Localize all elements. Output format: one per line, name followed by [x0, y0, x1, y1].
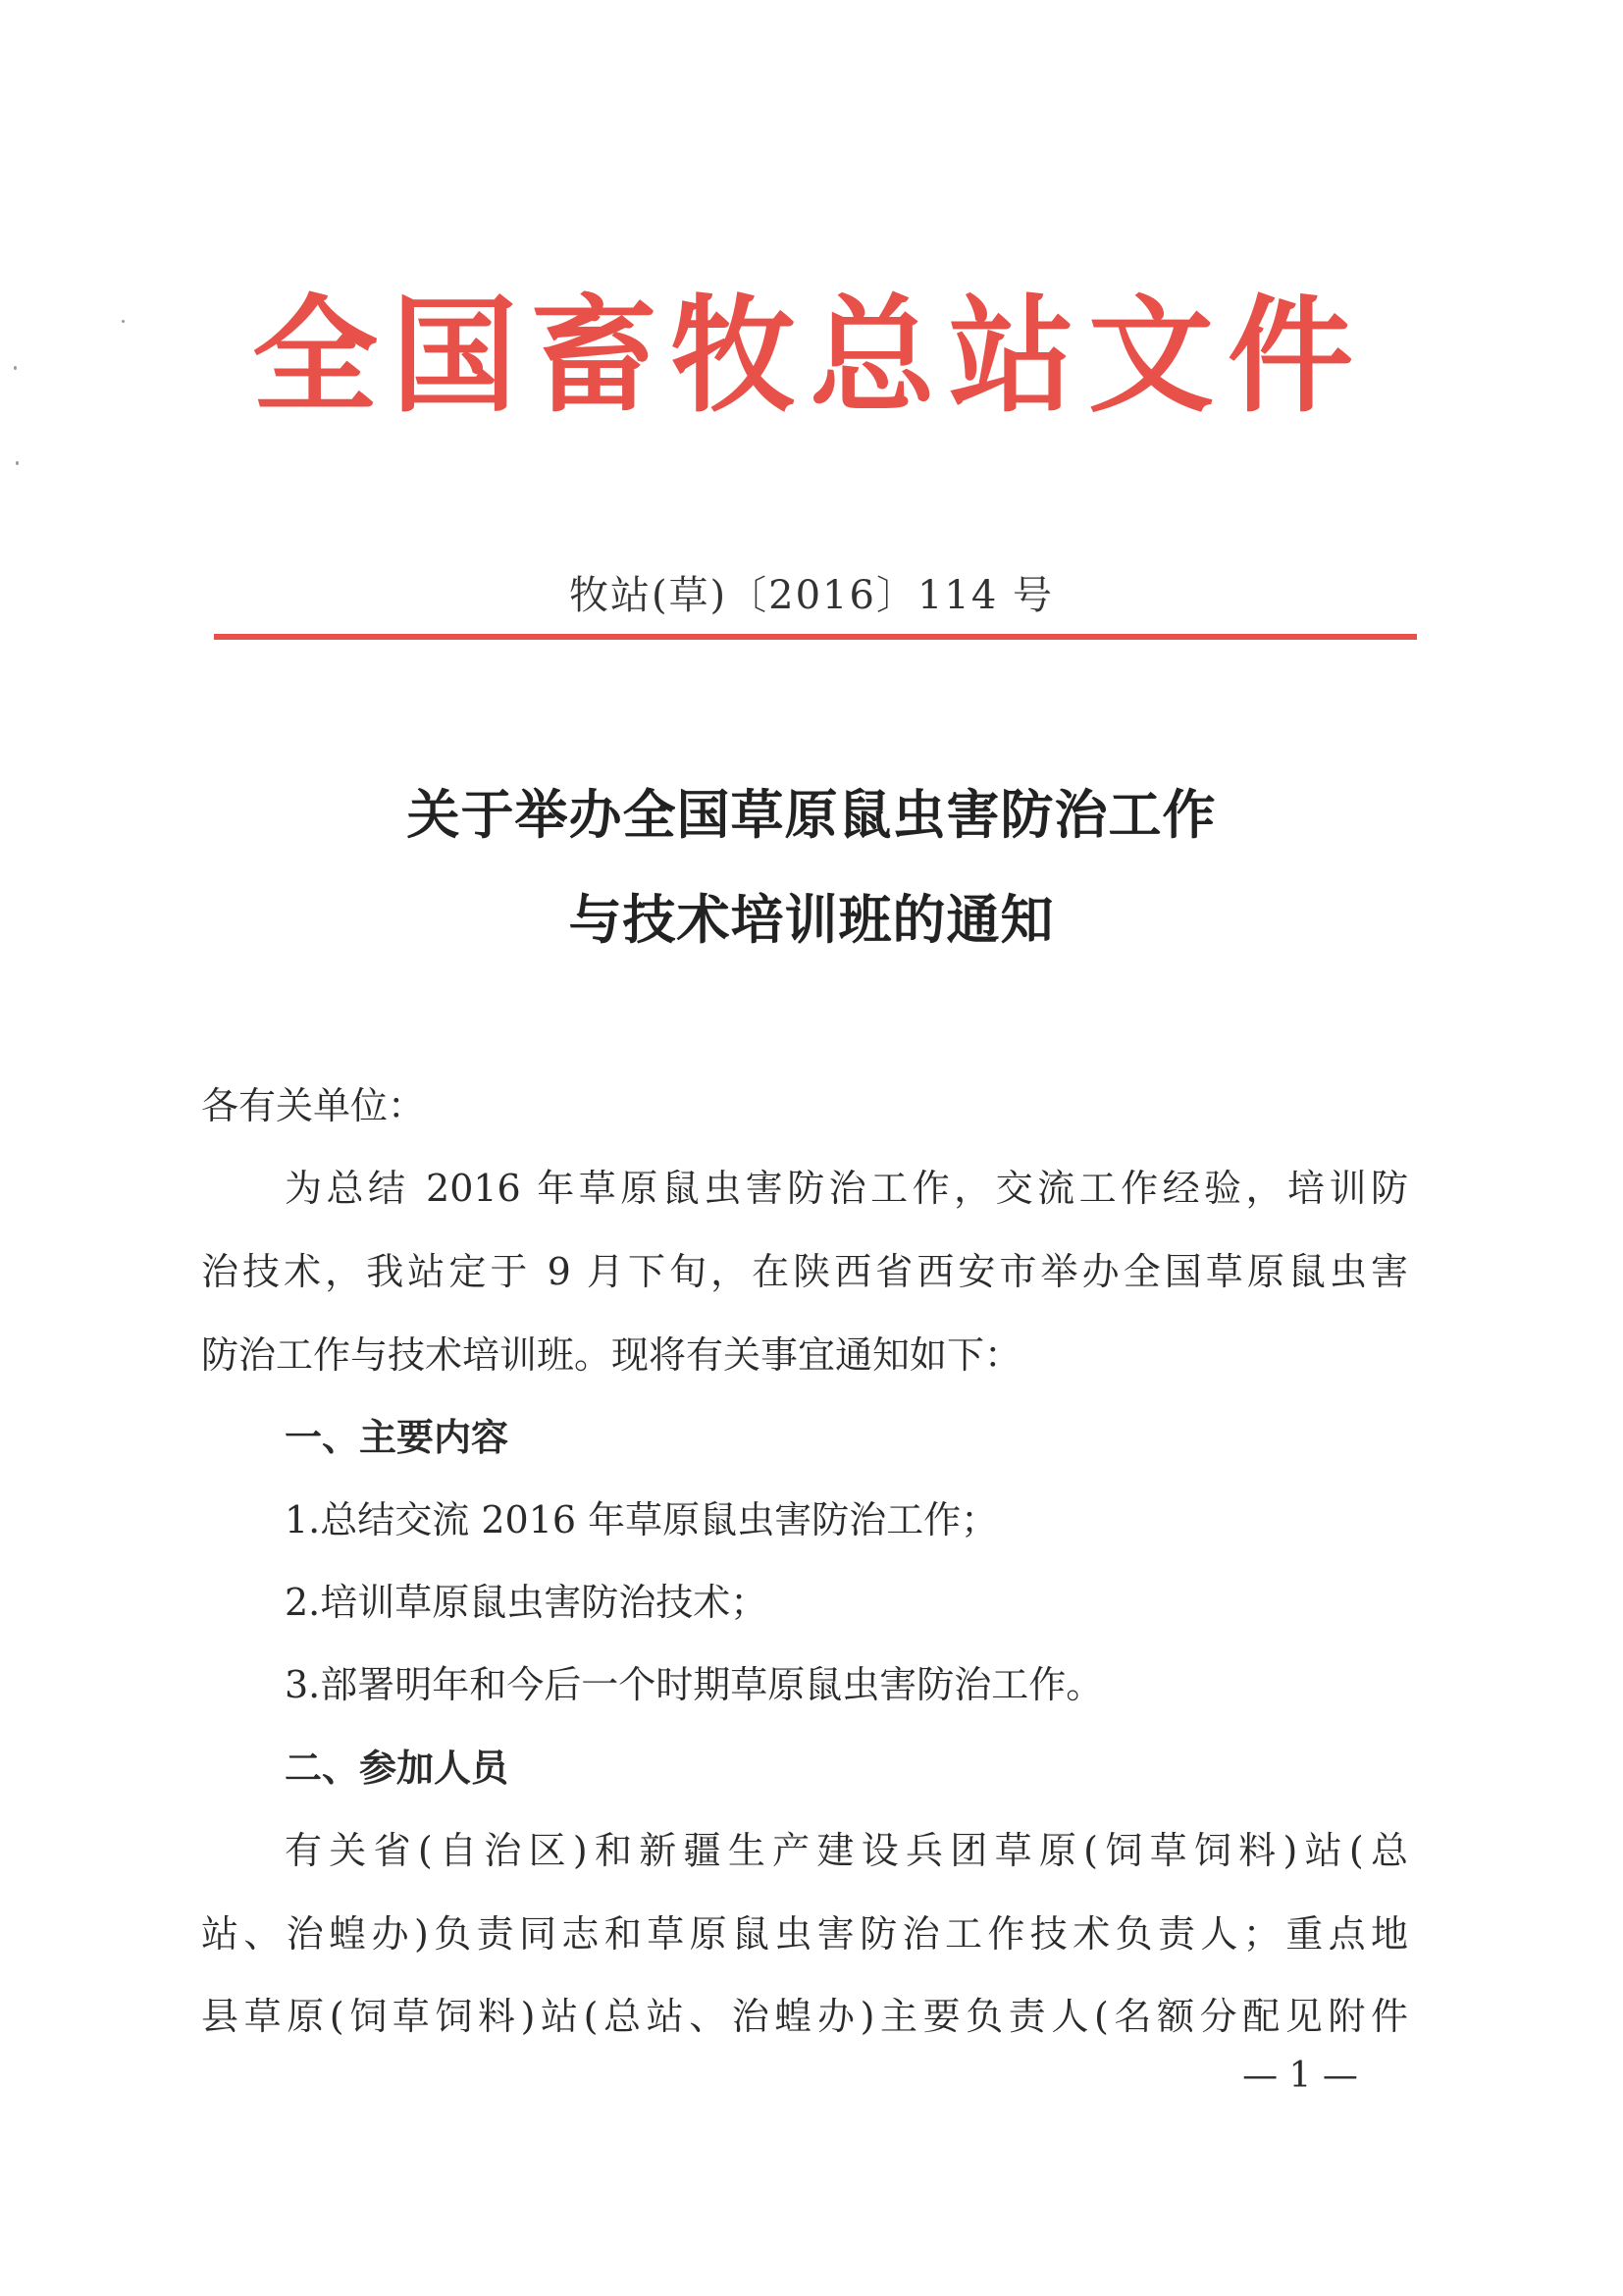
section-heading-participants: 二、参加人员	[285, 1747, 509, 1790]
scan-speck	[16, 461, 19, 465]
notice-title-line-1: 关于举办全国草原鼠虫害防治工作	[406, 784, 1217, 846]
section-heading-main-content: 一、主要内容	[285, 1416, 509, 1459]
list-item-3: 3.部署明年和今后一个时期草原鼠虫害防治工作。	[285, 1663, 1104, 1706]
notice-title-line-2: 与技术培训班的通知	[568, 889, 1055, 951]
participants-line-1: 有关省(自治区)和新疆生产建设兵团草原(饲草饲料)站(总	[285, 1829, 1408, 1872]
participants-line-3: 县草原(饲草饲料)站(总站、治蝗办)主要负责人(名额分配见附件	[201, 1995, 1408, 2038]
scan-speck	[14, 366, 17, 370]
page-number: — 1 —	[1242, 2056, 1358, 2096]
intro-line-1: 为总结 2016 年草原鼠虫害防治工作，交流工作经验，培训防	[285, 1167, 1408, 1210]
document-number: 牧站(草)〔2016〕114 号	[568, 573, 1055, 618]
intro-line-2: 治技术，我站定于 9 月下旬，在陕西省西安市举办全国草原鼠虫害	[201, 1250, 1408, 1293]
list-item-2: 2.培训草原鼠虫害防治技术；	[285, 1581, 768, 1624]
intro-line-3: 防治工作与技术培训班。现将有关事宜通知如下：	[201, 1333, 1022, 1377]
salutation: 各有关单位：	[201, 1084, 426, 1127]
masthead-title: 全国畜牧总站文件	[251, 284, 1367, 430]
scan-speck	[122, 320, 125, 323]
participants-line-2: 站、治蝗办)负责同志和草原鼠虫害防治工作技术负责人；重点地	[201, 1912, 1408, 1956]
list-item-1: 1.总结交流 2016 年草原鼠虫害防治工作；	[285, 1498, 999, 1541]
red-divider-line	[214, 634, 1417, 640]
